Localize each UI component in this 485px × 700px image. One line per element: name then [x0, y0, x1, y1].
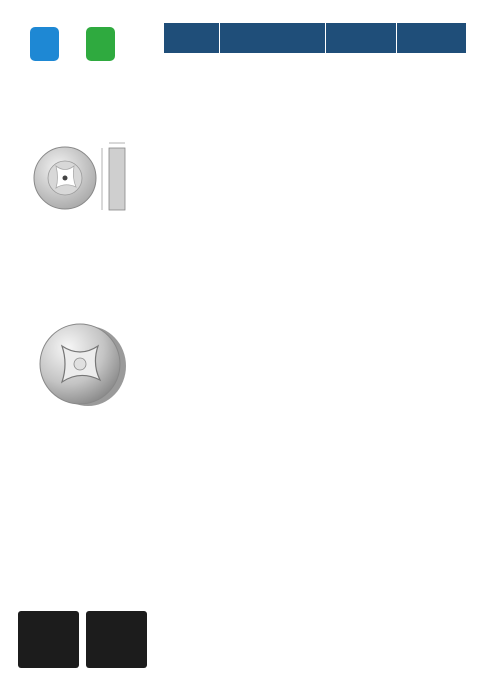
legend	[172, 682, 196, 692]
tolerance-badge	[86, 611, 147, 668]
thread-spec-table	[164, 23, 466, 53]
die-technical-drawing	[32, 140, 137, 215]
die-photo	[36, 318, 128, 410]
col-width	[326, 23, 396, 53]
col-thread	[220, 23, 326, 53]
col-code	[164, 23, 220, 53]
col-diameter	[396, 23, 466, 53]
standard-badge	[18, 611, 79, 668]
material-badge-n	[86, 27, 115, 61]
material-table-top	[164, 593, 466, 621]
material-badge-p	[30, 27, 59, 61]
material-table-bottom	[164, 637, 466, 665]
